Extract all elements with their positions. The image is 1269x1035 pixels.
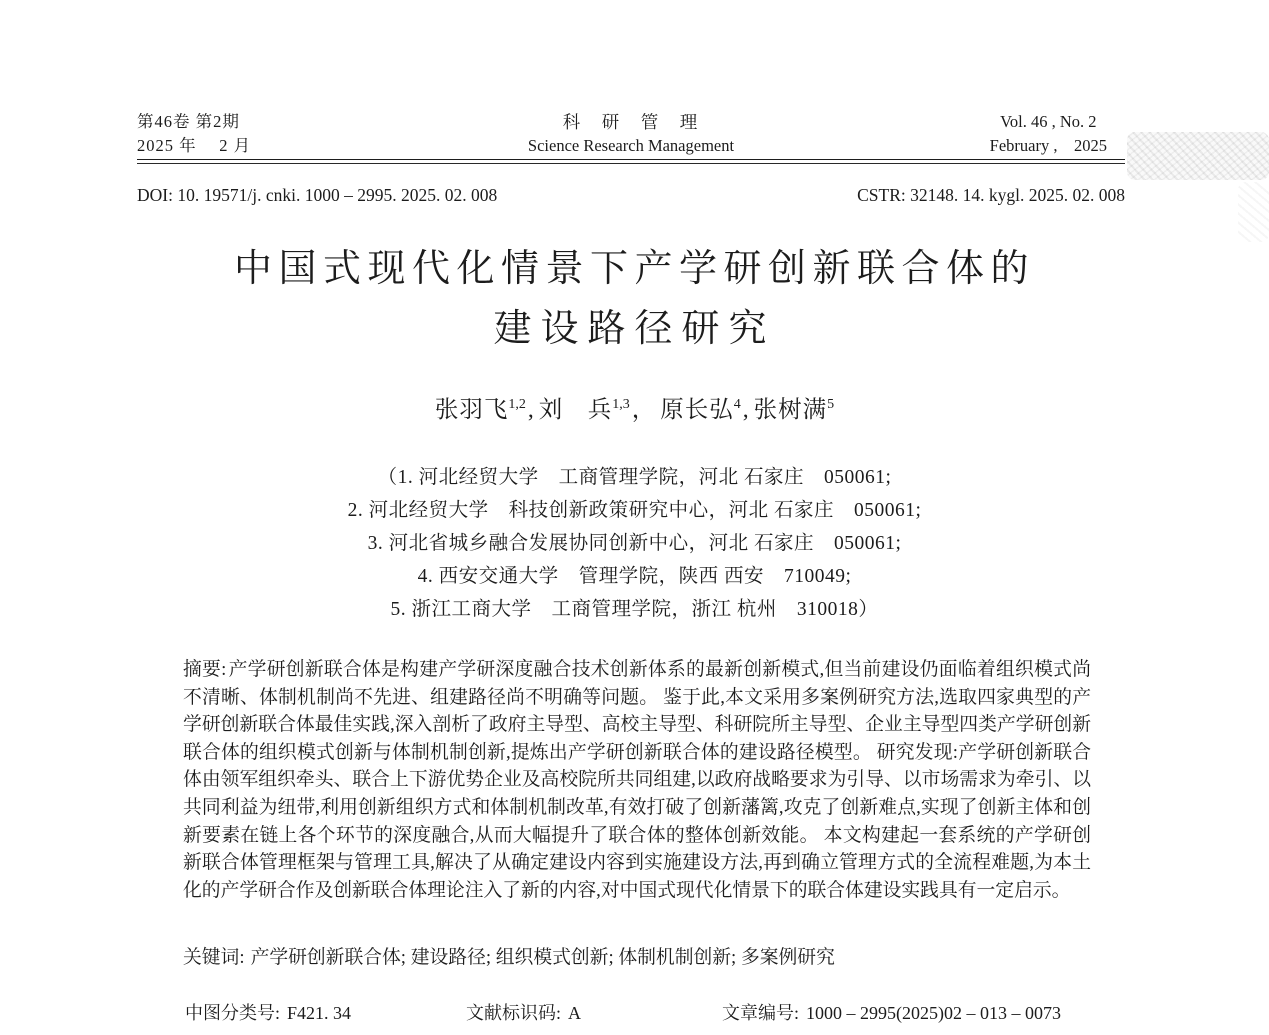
journal-name-cn: 科 研 管 理 — [562, 112, 700, 132]
author-affil-superscript: 4 — [733, 397, 741, 413]
article-number — [722, 999, 1061, 1025]
document-code — [466, 999, 581, 1025]
author-affil-superscript: 1,2 — [508, 397, 526, 413]
affiliation-line: （1. 河北经贸大学 工商管理学院，河北 石家庄 050061; — [377, 467, 892, 488]
header-double-rule — [137, 159, 1125, 164]
article-title — [0, 244, 1269, 353]
article-title-line1: 中国式现代化情景下产学研创新联合体的 — [233, 248, 1035, 290]
keywords-label: 关键词: — [183, 947, 245, 968]
volume-issue-en: Vol. 46 , No. 2 — [1000, 112, 1097, 131]
scan-noise-artifact — [1238, 182, 1269, 242]
affiliation-line: 2. 河北经贸大学 科技创新政策研究中心，河北 石家庄 050061; — [347, 500, 922, 521]
affiliation-line: 3. 河北省城乡融合发展协同创新中心，河北 石家庄 050061; — [367, 533, 902, 554]
issue-info-cn — [137, 110, 251, 158]
author-separator: , — [742, 397, 750, 423]
article-number-label: 文章编号: — [722, 1003, 800, 1023]
issue-info-en — [990, 110, 1107, 158]
author-separator: , — [527, 397, 535, 423]
affiliations-block — [0, 461, 1269, 626]
author-name: 张羽飞 — [434, 397, 509, 423]
author-name: 原长弘 — [660, 397, 734, 423]
journal-header — [137, 110, 1125, 158]
abstract-label: 摘要: — [183, 659, 227, 680]
journal-name — [528, 110, 734, 158]
article-title-line2: 建设路径研究 — [493, 308, 776, 350]
keywords-text: 产学研创新联合体; 建设路径; 组织模式创新; 体制机制创新; 多案例研究 — [250, 947, 835, 968]
journal-name-en: Science Research Management — [527, 136, 735, 155]
doi-text: DOI: 10. 19571/j. cnki. 1000 – 2995. 2025. 02. 008 — [137, 185, 498, 205]
author-affil-superscript: 1,3 — [612, 397, 630, 413]
date-en: February , 2025 — [989, 136, 1107, 155]
scan-noise-artifact — [1127, 132, 1269, 180]
author-name: 刘 兵 — [538, 397, 613, 423]
abstract-text: 产学研创新联合体是构建产学研深度融合技术创新体系的最新创新模式,但当前建设仍面临着组织模式尚不清晰、体制机制尚不先进、组建路径尚不明确等问题。 鉴于此,本文采用多案例研究方法,选取四家典型的产学研创新联合体最佳实践,深入剖析了政府主导型、高校主导型、科研院所主导型、企业主导型四类产学研创新联合体的组织模式创新与体制机制创新,提炼出产学研创新联合体的建设路径模型。 研究发现:产学研创新联合体由领军组织牵头、联合上下游优势企业及高校院所共同组建,以政府战略要求为引导、以市场需求为牵引、以共同利益为纽带,利用创新组织方式和体制机制改革,有效打破了创新藩篱,攻克了创新难点,实现了创新主体和创新要素在链上各个环节的深度融合,从而大幅提升了联合体的整体创新效能。 本文构建起一套系统的产学研创新联合体管理框架与管理工具,解决了从确定建设内容到实施建设方法,再到确立管理方式的全流程难题,为本土化的产学研合作及创新联合体理论注入了新的内容,对中国式现代化情景下的联合体建设实践具有一定启示。 — [183, 659, 1091, 901]
clc-value: F421. 34 — [287, 1003, 352, 1023]
author-separator: ， — [631, 397, 657, 423]
document-code-value: A — [568, 1003, 582, 1023]
authors-line — [0, 390, 1269, 424]
abstract-paragraph — [183, 656, 1091, 904]
keywords-line — [183, 944, 1091, 972]
cstr-text: CSTR: 32148. 14. kygl. 2025. 02. 008 — [857, 185, 1125, 205]
article-number-value: 1000 – 2995(2025)02 – 013 – 0073 — [806, 1003, 1062, 1023]
clc-label: 中图分类号: — [185, 1003, 281, 1023]
affiliation-line: 4. 西安交通大学 管理学院，陕西 西安 710049; — [417, 566, 852, 587]
volume-issue-cn: 第46卷 第2期 — [137, 112, 240, 131]
affiliation-line: 5. 浙江工商大学 工商管理学院，浙江 杭州 310018） — [390, 599, 879, 620]
clc-number — [185, 999, 351, 1025]
year-month-cn: 2025 年 2 月 — [137, 136, 252, 155]
author-affil-superscript: 5 — [827, 397, 835, 413]
document-code-label: 文献标识码: — [466, 1003, 562, 1023]
author-name: 张树满 — [753, 397, 828, 423]
classification-row — [185, 999, 1145, 1025]
identifier-row — [137, 185, 1125, 206]
